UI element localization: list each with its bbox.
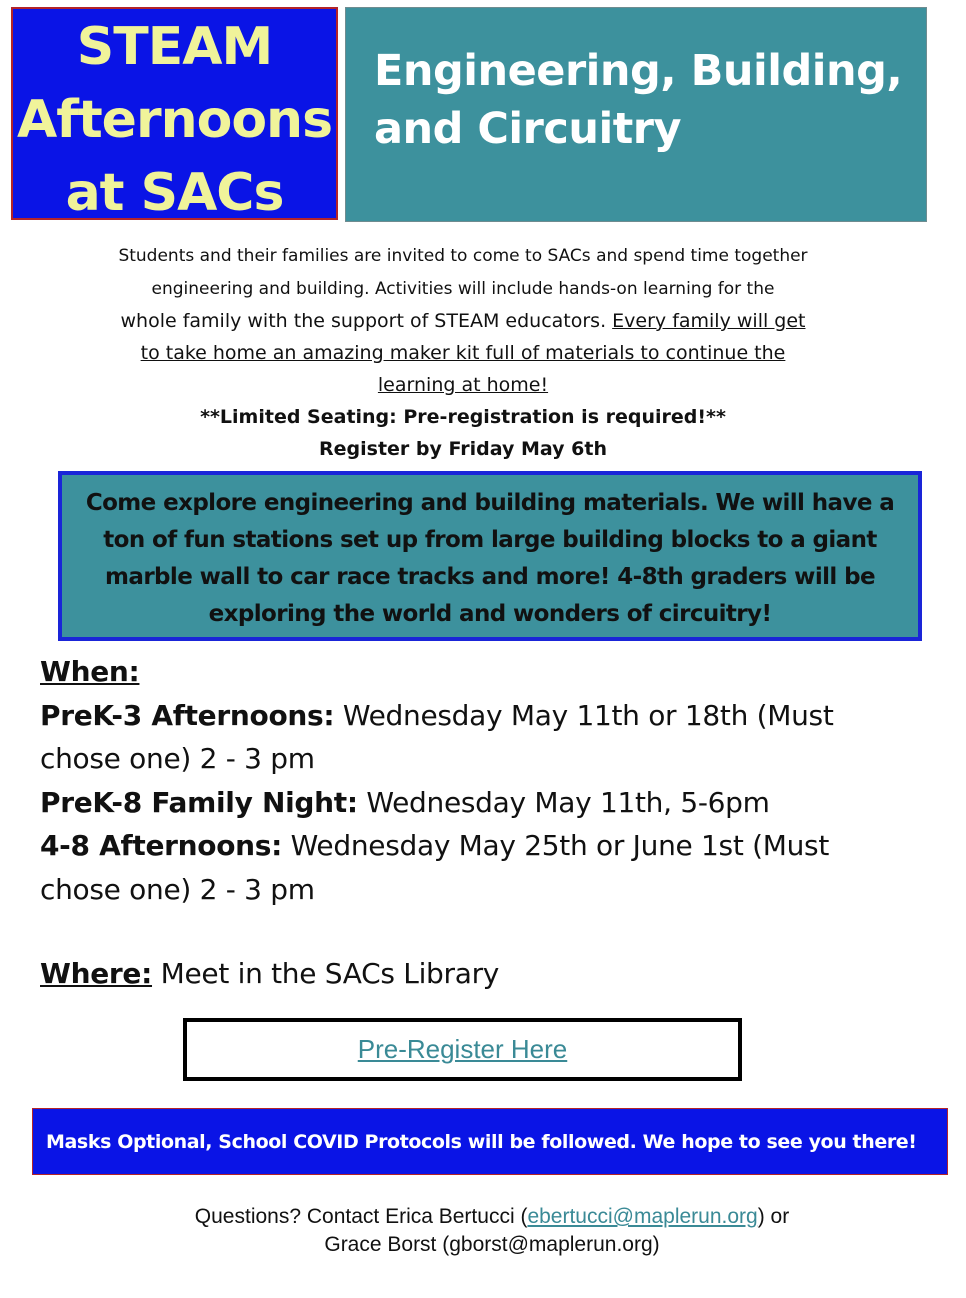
intro-line-5 xyxy=(30,369,896,401)
contact-info xyxy=(100,1203,884,1259)
family-night-text: Wednesday May 11th, 5-6pm xyxy=(357,785,770,819)
title-line-1: STEAM xyxy=(76,17,273,77)
where-heading: Where: xyxy=(40,957,153,990)
where-section xyxy=(40,952,499,995)
intro-line-4-underlined: to take home an amazing maker kit full of materials to continue the xyxy=(140,342,786,364)
explore-line-3: marble wall to car race tracks and more! 4-8th graders will be xyxy=(105,564,875,590)
family-night-schedule xyxy=(40,781,940,825)
intro-line-2 xyxy=(30,272,896,305)
family-night-label: PreK-8 Family Night: xyxy=(40,785,358,819)
limited-seating-notice: **Limited Seating: Pre-registration is required!** xyxy=(200,406,726,428)
title-line-2: Afternoons xyxy=(16,90,333,150)
explore-line-2: ton of fun stations set up from large building blocks to a giant xyxy=(103,527,877,553)
subtitle-banner xyxy=(345,7,927,222)
explore-callout xyxy=(58,471,922,641)
intro-line-5-underlined: learning at home! xyxy=(377,374,549,396)
when-section xyxy=(40,650,940,911)
intro-line-4 xyxy=(30,337,896,369)
contact-prefix: Questions? Contact Erica Bertucci ( xyxy=(194,1205,528,1228)
contact-suffix: ) or xyxy=(757,1205,790,1228)
explore-line-4: exploring the world and wonders of circuitry! xyxy=(208,601,772,627)
subtitle-line-2: and Circuitry xyxy=(374,104,682,154)
prek3-schedule xyxy=(40,694,940,738)
register-deadline: Register by Friday May 6th xyxy=(319,438,607,460)
title-line-3: at SACs xyxy=(65,163,284,223)
when-heading-line xyxy=(40,650,940,694)
prek3-text-1: Wednesday May 11th or 18th (Must xyxy=(334,698,834,732)
intro-line-3-underlined: Every family will get xyxy=(612,310,806,332)
grades48-schedule-cont: chose one) 2 - 3 pm xyxy=(40,872,315,906)
subtitle-line-1: Engineering, Building, xyxy=(374,46,903,96)
intro-paragraph xyxy=(30,240,896,465)
masks-notice: Masks Optional, School COVID Protocols will be followed. We hope to see you there! xyxy=(32,1108,948,1175)
contact-line-2: Grace Borst (gborst@maplerun.org) xyxy=(324,1233,660,1256)
intro-line-2-text: engineering and building. Activities will include hands-on learning for the xyxy=(151,279,775,299)
grades48-label: 4-8 Afternoons: xyxy=(40,829,283,862)
when-heading: When: xyxy=(40,655,140,688)
title-banner xyxy=(11,7,338,223)
pre-register-link[interactable]: Pre-Register Here xyxy=(183,1018,742,1081)
where-text: Meet in the SACs Library xyxy=(152,957,500,990)
intro-line-1: Students and their families are invited to come to SACs and spend time together xyxy=(118,246,808,266)
prek3-schedule-cont: chose one) 2 - 3 pm xyxy=(40,742,315,775)
contact-line-1 xyxy=(100,1203,884,1231)
email-link-ebertucci[interactable]: ebertucci@maplerun.org xyxy=(527,1205,758,1228)
intro-line-3-text: whole family with the support of STEAM educators. xyxy=(120,310,613,332)
explore-line-1: Come explore engineering and building materials. We will have a xyxy=(85,490,895,516)
grades48-schedule xyxy=(40,824,940,868)
grades48-text-1: Wednesday May 25th or June 1st (Must xyxy=(282,829,830,862)
intro-line-3 xyxy=(30,305,896,337)
prek3-label: PreK-3 Afternoons: xyxy=(40,698,335,732)
